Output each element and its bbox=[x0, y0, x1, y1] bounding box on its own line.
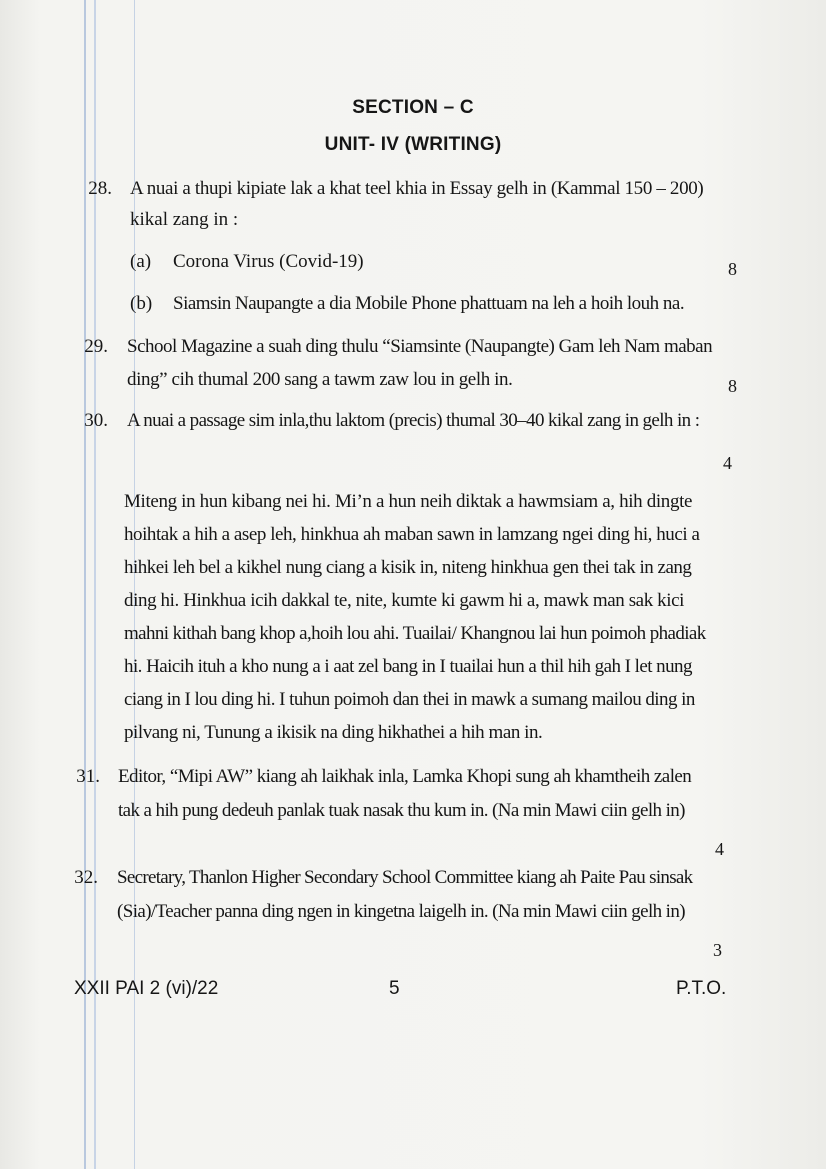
paper-code: XXII PAI 2 (vi)/22 bbox=[74, 978, 219, 999]
question-31-text-line2: tak a hih pung dedeuh panlak tuak nasak thu kum in. (Na min Mawi ciin gelh in) bbox=[118, 800, 685, 821]
question-32-marks: 3 bbox=[713, 940, 722, 960]
question-28-text-line2: kikal zang in : bbox=[130, 209, 239, 230]
passage-line: hihkei leh bel a kikhel nung ciang a kisik in, niteng hinkhua gen thei tak in zang bbox=[124, 557, 692, 578]
passage-line: pilvang ni, Tunung a ikisik na ding hikhathei a hih man in. bbox=[124, 722, 543, 743]
question-32-text-line1: Secretary, Thanlon Higher Secondary School Committee kiang ah Paite Pau sinsak bbox=[117, 867, 693, 888]
passage-line: Miteng in hun kibang nei hi. Mi’n a hun neih diktak a hawmsiam a, hih dingte bbox=[124, 491, 693, 512]
question-28-option-b-text: Siamsin Naupangte a dia Mobile Phone phattuam na leh a hoih louh na. bbox=[173, 293, 685, 314]
unit-title: UNIT- IV (WRITING) bbox=[324, 134, 502, 155]
passage-line: ciang in I lou ding hi. I tuhun poimoh dan thei in mawk a sumang mailou ding in bbox=[124, 689, 695, 710]
question-28-option-b-label: (b) bbox=[130, 293, 153, 314]
passage-line: hi. Haicih ituh a kho nung a i aat zel bang in I tuailai hun a thil hih gah I let nung bbox=[124, 656, 692, 677]
question-29-text-line2: ding” cih thumal 200 sang a tawm zaw lou in gelh in. bbox=[127, 369, 513, 390]
question-28-option-a-text: Corona Virus (Covid-19) bbox=[173, 251, 364, 272]
question-30-number: 30. bbox=[84, 410, 108, 431]
passage-line: mahni kithah bang khop a,hoih lou ahi. Tuailai/ Khangnou lai hun poimoh phadiak bbox=[124, 623, 706, 644]
question-28-marks: 8 bbox=[728, 259, 737, 279]
question-32-text-line2: (Sia)/Teacher panna ding ngen in kingetna laigelh in. (Na min Mawi ciin gelh in) bbox=[117, 901, 685, 922]
question-30-text-line1: A nuai a passage sim inla,thu laktom (precis) thumal 30–40 kikal zang in gelh in : bbox=[127, 410, 700, 431]
question-28-number: 28. bbox=[88, 178, 112, 199]
question-29-text-line1: School Magazine a suah ding thulu “Siamsinte (Naupangte) Gam leh Nam maban bbox=[127, 336, 713, 357]
passage-line: hoihtak a hih a asep leh, hinkhua ah maban sawn in lamzang ngei ding hi, huci a bbox=[124, 524, 700, 545]
question-31-text-line1: Editor, “Mipi AW” kiang ah laikhak inla, Lamka Khopi sung ah khamtheih zalen bbox=[118, 766, 692, 787]
question-32-number: 32. bbox=[74, 867, 98, 888]
question-28-option-a-label: (a) bbox=[130, 251, 152, 272]
question-31-number: 31. bbox=[76, 766, 100, 787]
passage-line: ding hi. Hinkhua icih dakkal te, nite, kumte ki gawm hi a, mawk man sak kici bbox=[124, 590, 685, 611]
question-29-number: 29. bbox=[84, 336, 108, 357]
question-30-marks: 4 bbox=[723, 453, 732, 473]
question-29-marks: 8 bbox=[728, 376, 737, 396]
section-title: SECTION – C bbox=[352, 97, 474, 118]
page-number: 5 bbox=[389, 978, 400, 999]
question-31-marks: 4 bbox=[715, 839, 724, 859]
pto-label: P.T.O. bbox=[676, 978, 727, 999]
question-28-text-line1: A nuai a thupi kipiate lak a khat teel khia in Essay gelh in (Kammal 150 – 200) bbox=[130, 178, 704, 199]
